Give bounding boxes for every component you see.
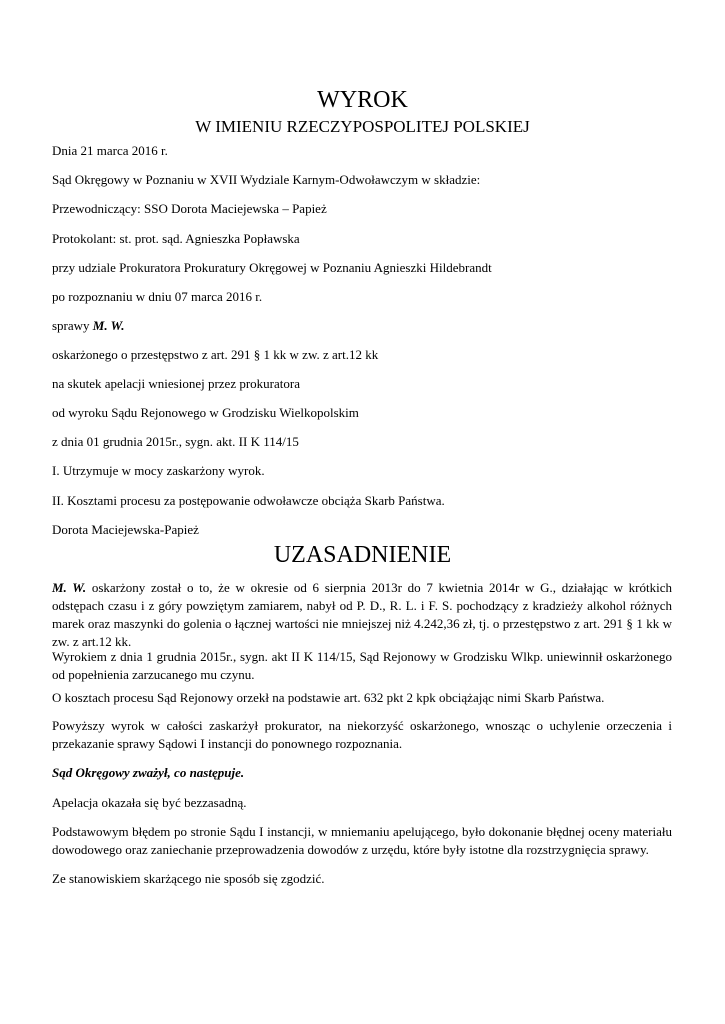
justification-paragraph-7: Podstawowym błędem po stronie Sądu I instancji, w mniemaniu apelującego, było dokonanie błędnej oceny materiału dowodowego oraz zaniechanie przeprowadzenia dowodów z urzędu, które były istotne dla rozstrzygnięcia sprawy. <box>52 824 672 857</box>
justification-heading: UZASADNIENIE <box>273 542 452 568</box>
court-composition: Sąd Okręgowy w Poznaniu w XVII Wydziale Karnym-Odwoławczym w składzie: <box>52 172 481 187</box>
verdict-point-1: I. Utrzymuje w mocy zaskarżony wyrok. <box>52 463 265 478</box>
chair-judge: Przewodniczący: SSO Dorota Maciejewska – Papież <box>52 201 327 216</box>
justification-paragraph-8: Ze stanowiskiem skarżącego nie sposób się zgodzić. <box>52 871 325 886</box>
case-line <box>52 318 124 334</box>
defendant-name: M. W. <box>92 318 125 333</box>
justification-paragraph-6: Apelacja okazała się być bezzasadną. <box>52 795 247 810</box>
defendant-name-inline: M. W. <box>52 580 87 595</box>
hearing-date: po rozpoznaniu w dniu 07 marca 2016 r. <box>52 289 263 304</box>
case-prefix: sprawy <box>52 318 93 333</box>
prosecutor-line: przy udziale Prokuratora Prokuratury Okręgowej w Poznaniu Agnieszki Hildebrandt <box>52 260 492 275</box>
court-considered-heading: Sąd Okręgowy zważył, co następuje. <box>52 765 245 780</box>
judge-signature: Dorota Maciejewska-Papież <box>52 522 199 537</box>
lower-court-date: z dnia 01 grudnia 2015r., sygn. akt. II K 114/15 <box>52 434 299 449</box>
justification-paragraph-3: O kosztach procesu Sąd Rejonowy orzekł na podstawie art. 632 pkt 2 kpk obciążając nimi Skarb Państwa. <box>52 690 605 705</box>
justification-paragraph-4: Powyższy wyrok w całości zaskarżył prokurator, na niekorzyść oskarżonego, wnosząc o uchylenie orzeczenia i przekazanie sprawy Sądowi I instancji do ponownego rozpoznania. <box>52 718 672 751</box>
justification-paragraph-2: Wyrokiem z dnia 1 grudnia 2015r., sygn. akt II K 114/15, Sąd Rejonowy w Grodzisku Wlkp. uniewinnił oskarżonego od popełnienia zarzucanego mu czynu. <box>52 649 672 682</box>
document-title: WYROK <box>317 87 408 113</box>
appeal-line: na skutek apelacji wniesionej przez prokuratora <box>52 376 300 391</box>
court-clerk: Protokolant: st. prot. sąd. Agnieszka Popławska <box>52 231 300 246</box>
charge-line: oskarżonego o przestępstwo z art. 291 § 1 kk w zw. z art.12 kk <box>52 347 379 362</box>
verdict-point-2: II. Kosztami procesu za postępowanie odwoławcze obciąża Skarb Państwa. <box>52 493 445 508</box>
paragraph-1-text: oskarżony został o to, że w okresie od 6 sierpnia 2013r do 7 kwietnia 2014r w G., działając w krótkich odstępach czasu i z góry powziętym zamiarem, nabył od P. D., R. L. i F. S. pochodzący z kradzieży alkohol różnych marek oraz maszynki do golenia o łącznej wartości nie mniejszej niż 4.242,36 zł, tj. o przestępstwo z art. 291 § 1 kk w zw. z art.12 kk. <box>52 580 673 649</box>
document-subtitle: W IMIENIU RZECZYPOSPOLITEJ POLSKIEJ <box>195 117 530 136</box>
justification-paragraph-1 <box>52 579 672 651</box>
lower-court-line: od wyroku Sądu Rejonowego w Grodzisku Wielkopolskim <box>52 405 359 420</box>
verdict-date: Dnia 21 marca 2016 r. <box>52 143 168 158</box>
